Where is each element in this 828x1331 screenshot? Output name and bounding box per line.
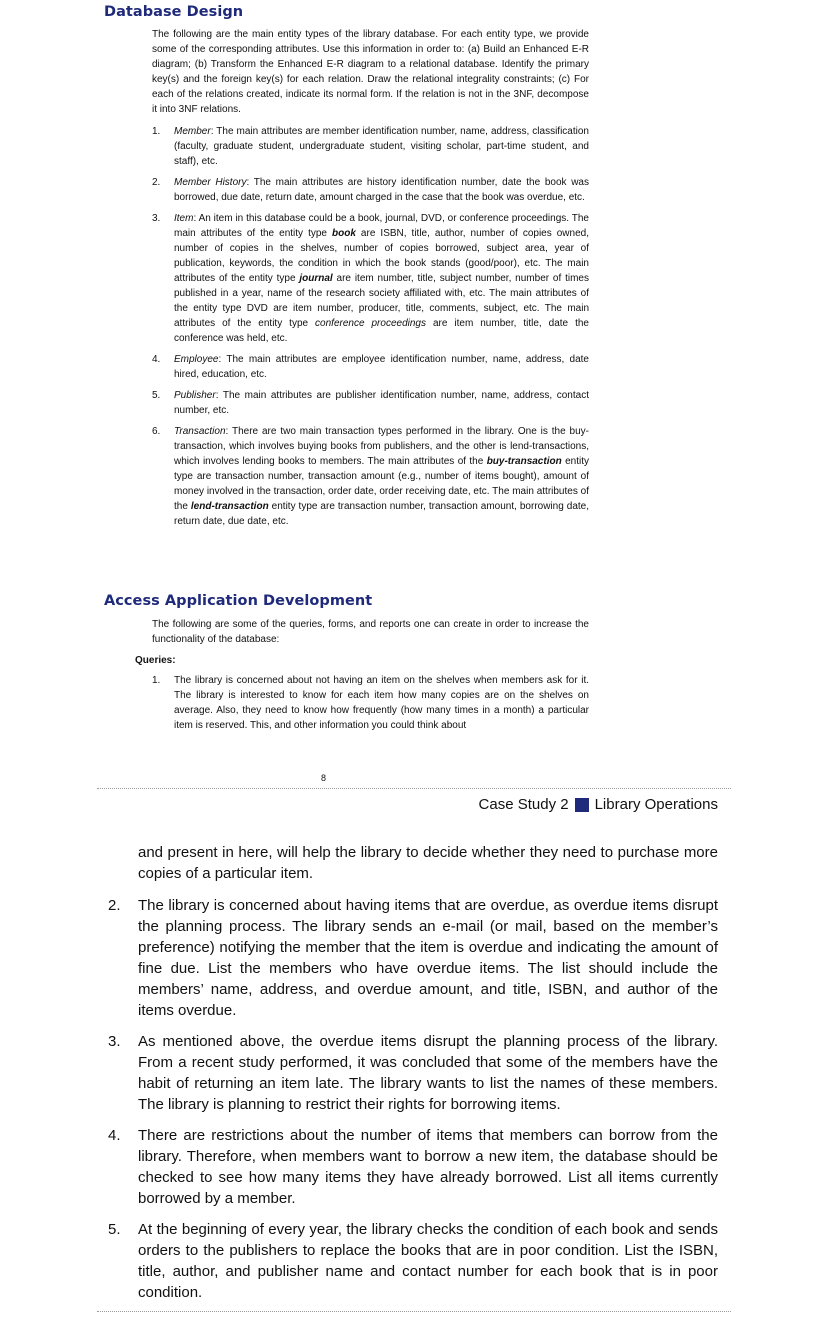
queries-label: Queries: (135, 655, 176, 666)
entity-description: The main attributes are member identification number, name, address, classification (faculty, graduate student, undergraduate student, visiting scholar, part-time student, and staff), etc. (174, 126, 589, 167)
query-item-2 (108, 895, 718, 1021)
entity-description-part: An item in this database could be a book, journal, DVD, or conference proceedings. The main attributes of the entity type (174, 213, 589, 239)
list-number: 3. (108, 1033, 121, 1050)
list-number: 5. (108, 1221, 121, 1238)
page-divider-bottom (97, 1311, 731, 1312)
term-separator: : (225, 426, 229, 437)
entity-description-part: are item number, title, date the conference was held, etc. (174, 318, 589, 344)
entity-list (152, 124, 589, 529)
page-number: 8 (321, 773, 327, 783)
entity-subtype-buy-transaction: buy-transaction (486, 456, 562, 467)
page-divider (97, 788, 731, 789)
query-list-page1 (152, 673, 589, 733)
database-design-intro: The following are the main entity types of the library database. For each entity type, we provide some of the corresponding attributes. Use this information in order to: (a) Build an Enhanced E-R diagram; (b) Transform the Enhanced E-R diagram to a relational database. Identify the primary key(s) and the foreign key(s) for each relation. Draw the relational integrality constraints; (c) For each of the relations created, indicate its normal form. If the relation is not in the 3NF, decompose it into 3NF relations. (152, 29, 589, 115)
square-bullet-icon (575, 798, 589, 812)
query-text: As mentioned above, the overdue items disrupt the planning process of the library. From a recent study performed, it was concluded that some of the members have the habit of returning an item late. The library wants to list the names of these members. The library is planning to restrict their rights for borrowing items. (138, 1033, 718, 1113)
running-header (479, 796, 718, 813)
entity-term: Transaction (174, 426, 226, 437)
term-separator: : (218, 354, 222, 365)
section-heading-access-app: Access Application Development (104, 593, 373, 609)
term-separator: : (210, 126, 214, 137)
list-number: 3. (152, 213, 161, 224)
entity-item-transaction (152, 424, 589, 529)
query-1-continuation: and present in here, will help the library to decide whether they need to purchase more copies of a particular item. (138, 844, 718, 882)
entity-item-member (152, 124, 589, 169)
entity-description: The main attributes are employee identification number, name, address, date hired, education, etc. (174, 354, 589, 380)
entity-description: The main attributes are publisher identification number, name, address, contact number, etc. (174, 390, 589, 416)
entity-description-part: entity type are transaction number, transaction amount (e.g., number of items bought), amount of money involved in the transaction, order date, order receiving date, etc. The main attributes of the (174, 456, 589, 512)
query-item-5 (108, 1219, 718, 1303)
entity-subtype-lend-transaction: lend-transaction (190, 501, 269, 512)
header-case-study: Case Study 2 (478, 796, 569, 813)
entity-item-publisher (152, 388, 589, 418)
query-text: At the beginning of every year, the library checks the condition of each book and sends orders to the publishers to replace the books that are in poor condition. List the ISBN, title, author, and publisher name and contact number for each book that is in poor condition. (138, 1221, 718, 1301)
entity-description-part: entity type are transaction number, transaction amount, borrowing date, return date, due date, etc. (174, 501, 589, 527)
query-text: The library is concerned about not having an item on the shelves when members ask for it. The library is interested to know for each item how many copies are on the shelves on average. Also, they need to know how frequently (how many times in a month) a particular item is reserved. This, and other information you could think about (174, 675, 589, 731)
query-item-1 (152, 673, 589, 733)
term-separator: : (193, 213, 197, 224)
query-item-3 (108, 1031, 718, 1115)
query-list-page2 (108, 895, 718, 1313)
entity-description-part: There are two main transaction types performed in the library. One is the buy-transaction, which involves buying books from publishers, and the other is lend-transactions, which involves lending books to members. The main attributes of the (174, 426, 589, 467)
entity-term: Member (174, 126, 211, 137)
header-title: Library Operations (594, 796, 718, 813)
entity-description: The main attributes are history identification number, date the book was borrowed, due date, return date, amount charged in the case that the book was overdue, etc. (174, 177, 589, 203)
query-text: There are restrictions about the number of items that members can borrow from the library. Therefore, when members want to borrow a new item, the database should be checked to see how many items they have already borrowed. List all items currently borrowed by a member. (138, 1127, 718, 1207)
access-intro: The following are some of the queries, forms, and reports one can create in order to increase the functionality of the database: (152, 619, 589, 645)
entity-item-member-history (152, 175, 589, 205)
entity-subtype-journal: journal (299, 273, 333, 284)
term-separator: : (215, 390, 219, 401)
list-number: 1. (152, 675, 161, 686)
entity-item-employee (152, 352, 589, 382)
entity-description-part: are item number, title, subject number, number of times published in a year, name of the research society affiliated with, etc. The main attributes of the entity type DVD are item number, producer, title, comments, subject, etc. The main attributes of the entity type (174, 273, 589, 329)
section-heading-database-design: Database Design (104, 4, 244, 20)
list-number: 5. (152, 390, 161, 401)
list-number: 4. (108, 1127, 121, 1144)
list-number: 6. (152, 426, 161, 437)
entity-subtype-book: book (332, 228, 356, 239)
entity-term: Item (174, 213, 194, 224)
list-number: 1. (152, 126, 161, 137)
term-separator: : (246, 177, 250, 188)
query-text: The library is concerned about having items that are overdue, as overdue items disrupt the planning process. The library sends an e-mail (or mail, based on the member’s preference) notifying the member that the item is overdue and indicating the amount of fine due. List the members who have overdue items. The list should include the members’ name, address, and overdue amount, and title, ISBN, and author of the items overdue. (138, 897, 718, 1019)
list-number: 2. (108, 897, 121, 914)
entity-term: Member History (174, 177, 247, 188)
entity-term: Employee (174, 354, 219, 365)
entity-item-item (152, 211, 589, 346)
list-number: 4. (152, 354, 161, 365)
entity-subtype-conference: conference proceedings (315, 318, 426, 329)
query-item-4 (108, 1125, 718, 1209)
entity-description-part: are ISBN, title, author, number of copies owned, number of copies in the shelves, number of copies borrowed, subject area, year of publication, keywords, the condition in which the book stands (good/poor), etc. The main attributes of the entity type (174, 228, 589, 284)
list-number: 2. (152, 177, 161, 188)
entity-term: Publisher (174, 390, 216, 401)
